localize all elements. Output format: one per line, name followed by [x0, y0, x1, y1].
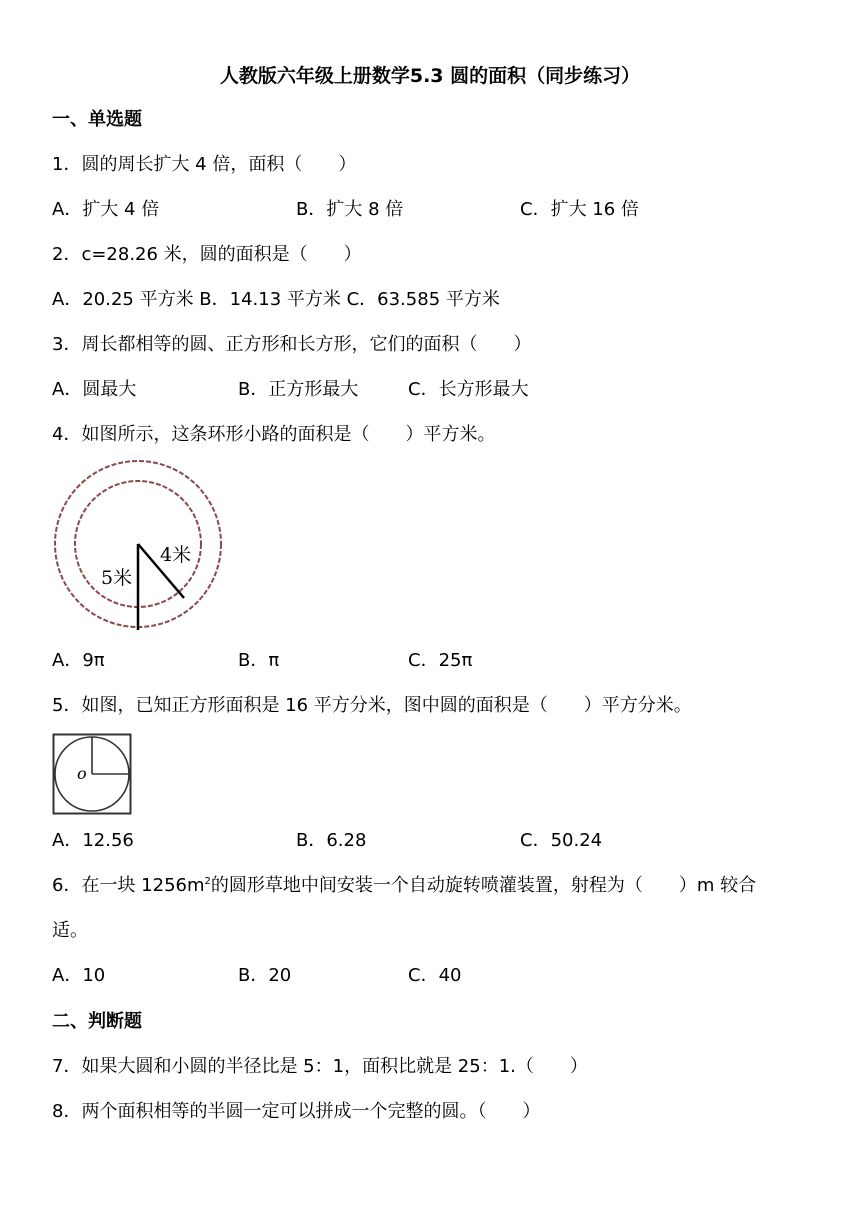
ring-path-figure — [52, 458, 224, 634]
question-2-stem: 2．c=28.26 米，圆的面积是（ ） — [52, 244, 362, 265]
question-6-option-b: B．20 — [238, 965, 292, 986]
question-4-option-c: C．25π — [408, 650, 473, 671]
square-circle-figure — [52, 733, 132, 815]
question-3-stem: 3．周长都相等的圆、正方形和长方形，它们的面积（ ） — [52, 334, 532, 355]
question-6-stem-line-2: 适。 — [52, 920, 88, 941]
question-1-option-c: C．扩大 16 倍 — [520, 199, 639, 220]
section-heading-single-choice: 一、单选题 — [52, 109, 142, 130]
question-3-option-b: B．正方形最大 — [238, 379, 359, 400]
question-6-option-c: C．40 — [408, 965, 462, 986]
question-5-option-b: B．6.28 — [296, 830, 367, 851]
question-6-stem-start: 6．在一块 1256m — [52, 875, 205, 896]
question-3-option-a: A．圆最大 — [52, 379, 137, 400]
question-6-stem — [52, 875, 756, 897]
question-8-stem: 8．两个面积相等的半圆一定可以拼成一个完整的圆。（ ） — [52, 1101, 541, 1122]
question-4-option-a: A．9π — [52, 650, 105, 671]
question-1-option-b: B．扩大 8 倍 — [296, 199, 404, 220]
question-5-option-a: A．12.56 — [52, 830, 134, 851]
question-6-stem-end: 的圆形草地中间安装一个自动旋转喷灌装置，射程为（ ）m 较合 — [210, 875, 757, 896]
question-6-option-a: A．10 — [52, 965, 106, 986]
question-4-option-b: B．π — [238, 650, 280, 671]
question-1-stem: 1．圆的周长扩大 4 倍，面积（ ） — [52, 154, 357, 175]
question-7-stem: 7．如果大圆和小圆的半径比是 5：1，面积比就是 25：1.（ ） — [52, 1056, 588, 1077]
inner-radius-label: 4米 — [160, 544, 192, 566]
question-1-option-a: A．扩大 4 倍 — [52, 199, 160, 220]
question-4-stem: 4．如图所示，这条环形小路的面积是（ ）平方米。 — [52, 424, 496, 445]
center-label: o — [77, 764, 87, 783]
question-5-stem: 5．如图，已知正方形面积是 16 平方分米，图中圆的面积是（ ）平方分米。 — [52, 695, 692, 716]
page-title: 人教版六年级上册数学5.3 圆的面积（同步练习） — [219, 65, 641, 87]
question-2-options: A．20.25 平方米 B．14.13 平方米 C．63.585 平方米 — [52, 289, 500, 310]
square-superscript: 2 — [204, 876, 211, 887]
question-3-option-c: C．长方形最大 — [408, 379, 529, 400]
question-5-option-c: C．50.24 — [520, 830, 603, 851]
section-heading-true-false: 二、判断题 — [52, 1011, 142, 1032]
outer-radius-label: 5米 — [101, 567, 133, 589]
